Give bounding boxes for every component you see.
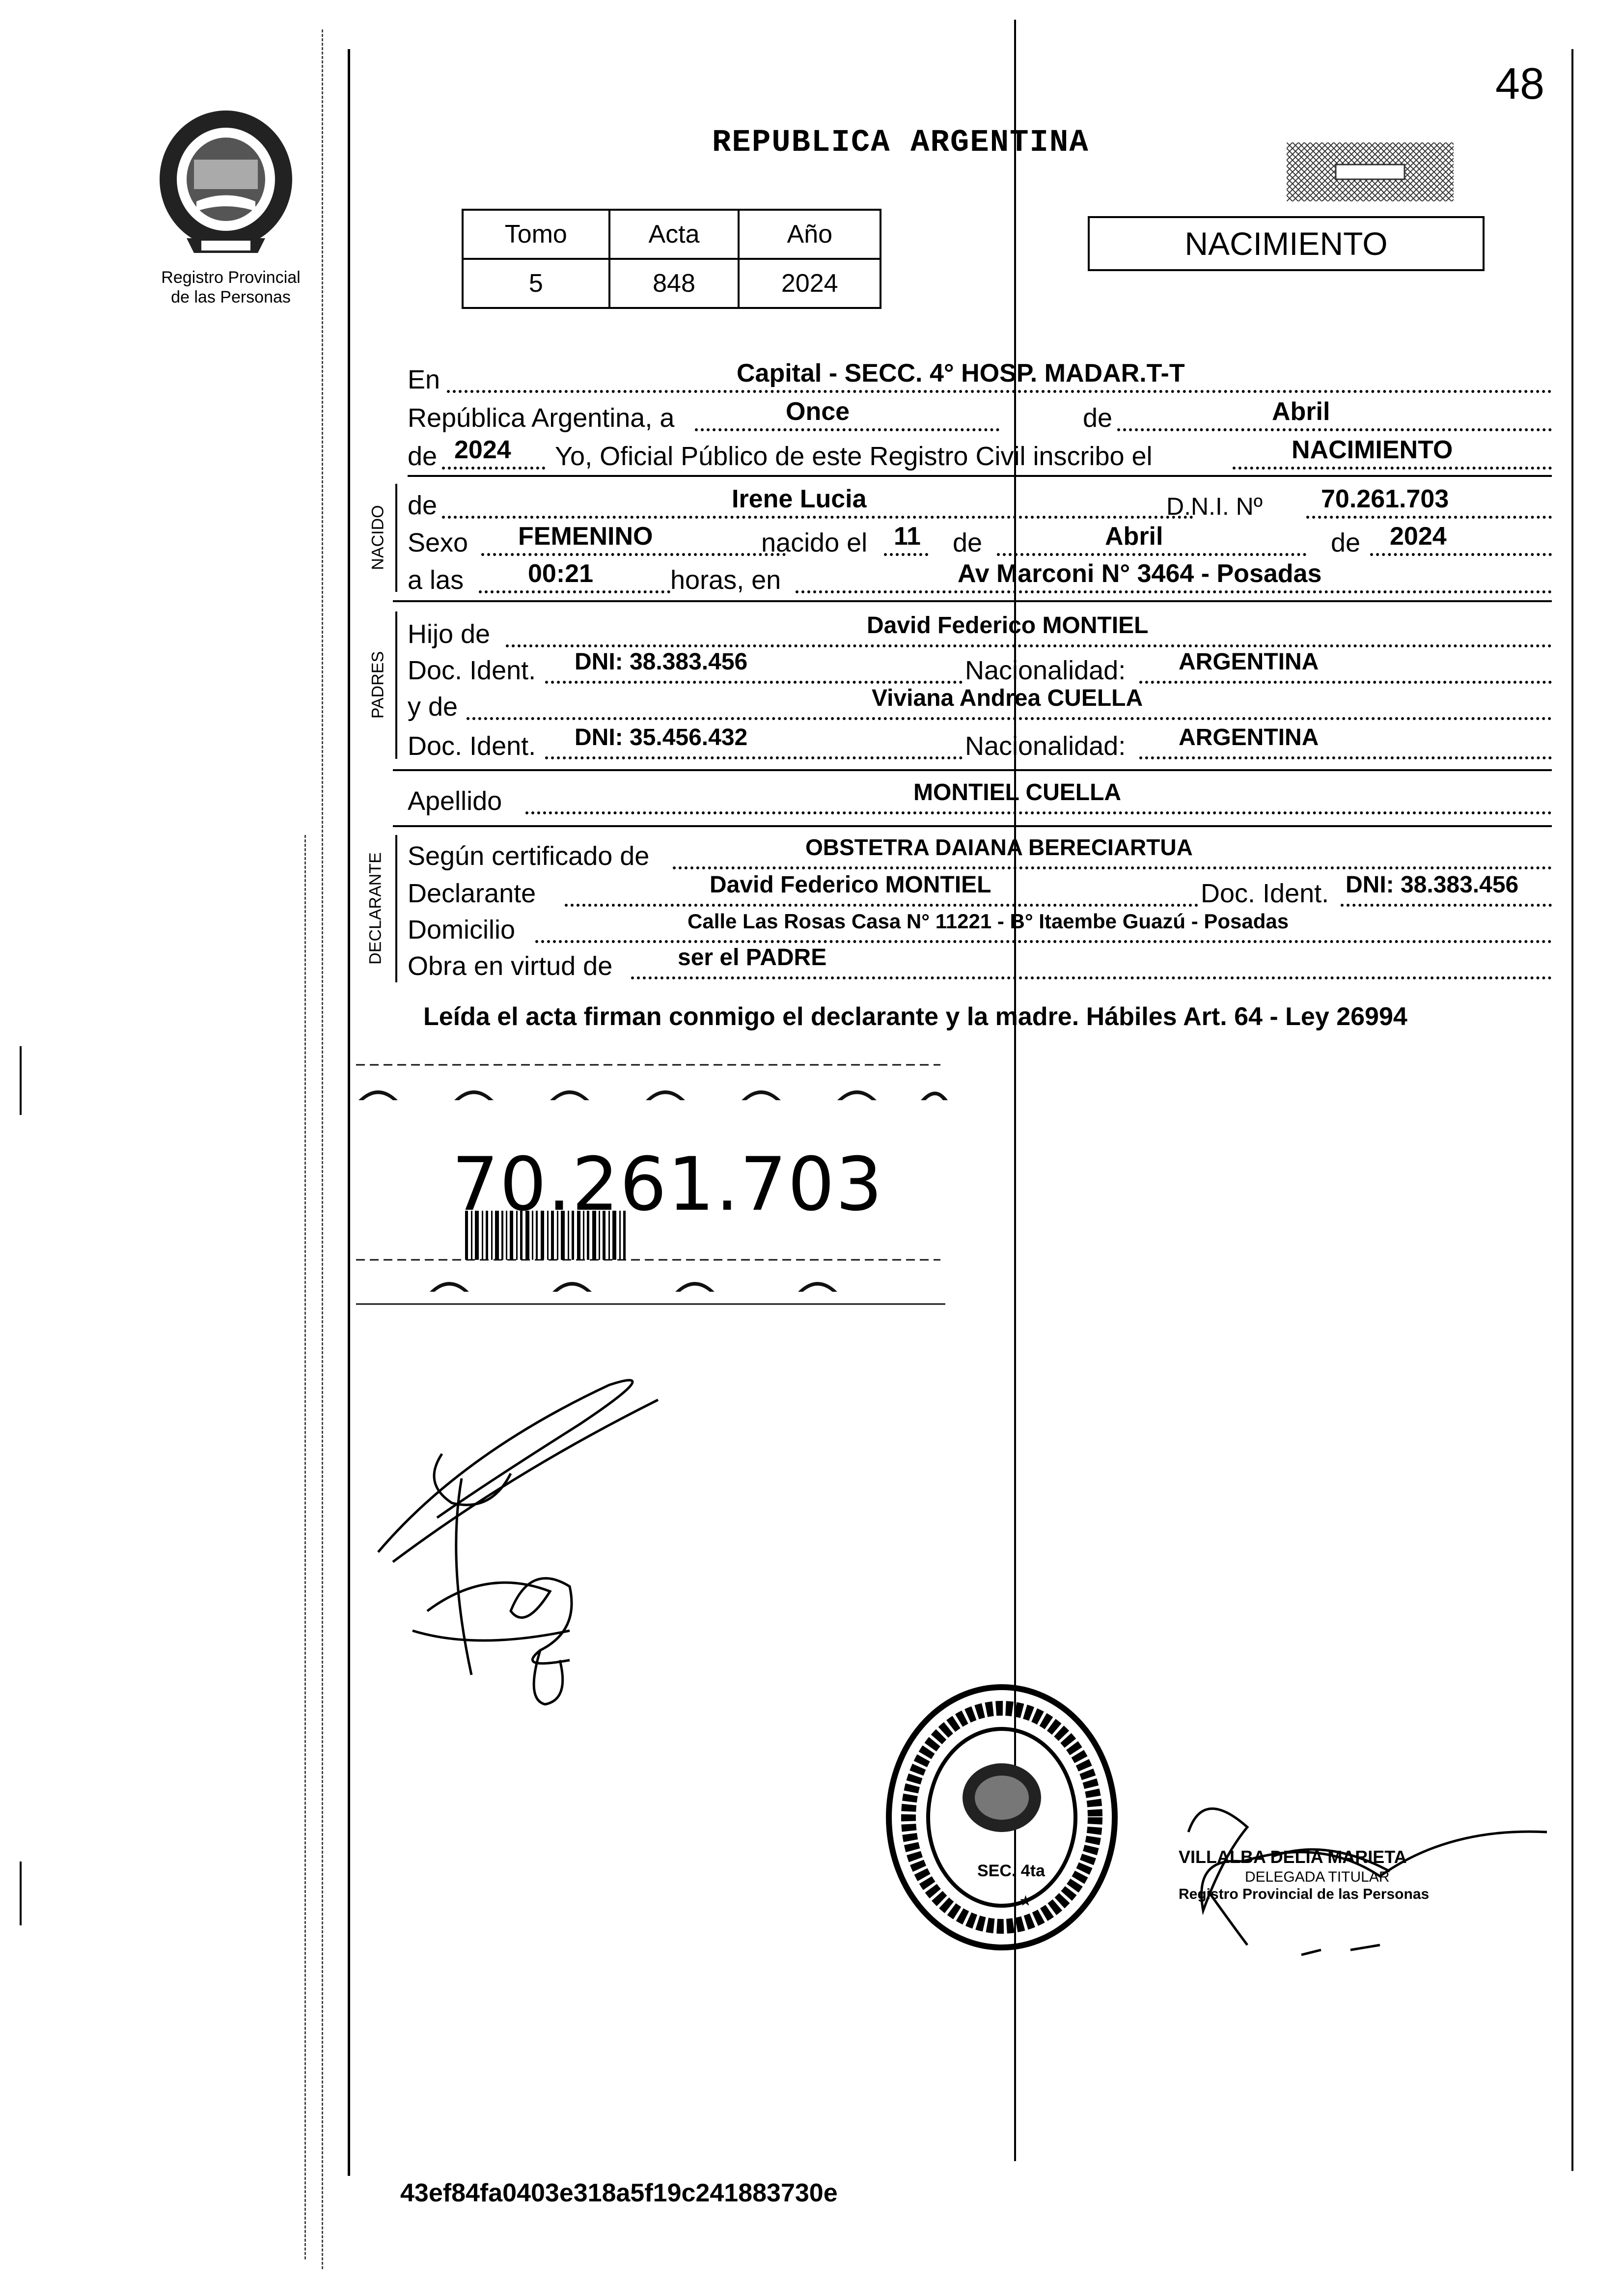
dots xyxy=(447,390,1552,393)
section-declarante: DECLARANTE xyxy=(366,852,385,965)
value-en: Capital - SECC. 4° HOSP. MADAR.T-T xyxy=(737,359,1185,388)
registry-line-2: de las Personas xyxy=(171,288,291,306)
dots xyxy=(796,590,1552,593)
value-dia: Once xyxy=(786,397,850,426)
label-de-nombre: de xyxy=(408,491,438,520)
dots xyxy=(481,553,786,556)
dots xyxy=(695,428,999,431)
value-anio-nac: 2024 xyxy=(1390,522,1447,551)
official-signature xyxy=(1174,1778,1557,1960)
row-fecha xyxy=(408,397,1552,435)
official-org: Registro Provincial de las Personas xyxy=(1179,1886,1430,1902)
official-role: DELEGADA TITULAR xyxy=(1245,1869,1390,1885)
dots xyxy=(565,904,1198,907)
section-padres: PADRES xyxy=(368,651,387,719)
row-certificado xyxy=(408,834,1552,873)
row-apellido xyxy=(408,779,1552,818)
value-mes-nac: Abril xyxy=(1105,522,1163,551)
dots xyxy=(673,866,1552,869)
page-title: REPUBLICA ARGENTINA xyxy=(712,125,1089,161)
province-seal xyxy=(152,106,300,263)
closing-note: Leída el acta firman conmigo el declarante y la madre. Hábiles Art. 64 - Ley 26994 xyxy=(423,1002,1407,1031)
row-madre-doc xyxy=(408,724,1552,763)
dots xyxy=(525,811,1552,814)
section-nacido: NACIDO xyxy=(368,505,387,570)
value-mes: Abril xyxy=(1272,397,1330,426)
value-dni: 70.261.703 xyxy=(1321,485,1449,513)
value-anio: 2024 xyxy=(454,436,511,464)
value-madre-doc: DNI: 35.456.432 xyxy=(575,724,748,750)
label-certificado: Según certificado de xyxy=(408,841,650,871)
doc-type-box: NACIMIENTO xyxy=(1088,216,1485,271)
dots xyxy=(535,940,1552,943)
value-acta: 848 xyxy=(609,259,739,308)
row-inscribo xyxy=(408,436,1552,473)
value-hora: 00:21 xyxy=(528,559,593,588)
dots xyxy=(1341,904,1552,907)
value-apellido: MONTIEL CUELLA xyxy=(913,779,1122,806)
label-de-mes: de xyxy=(953,528,983,557)
label-inscribo: Yo, Oficial Público de este Registro Civil inscribo el xyxy=(555,442,1153,471)
row-padre xyxy=(408,612,1552,651)
record-table xyxy=(462,209,881,309)
dots xyxy=(1370,553,1552,556)
divider xyxy=(393,600,1552,602)
row-sexo xyxy=(408,522,1552,560)
value-declarante: David Federico MONTIEL xyxy=(710,872,991,898)
label-declarante: Declarante xyxy=(408,879,536,908)
label-dni: D.N.I. Nº xyxy=(1166,493,1263,520)
value-certificado: OBSTETRA DAIANA BERECIARTUA xyxy=(805,834,1193,860)
header-anio: Año xyxy=(739,210,881,259)
value-doc-declarante: DNI: 38.383.456 xyxy=(1346,872,1519,898)
label-en: En xyxy=(408,365,440,394)
label-obra: Obra en virtud de xyxy=(408,951,613,981)
divider xyxy=(393,825,1552,827)
section-bracket xyxy=(395,611,397,759)
value-domicilio: Calle Las Rosas Casa N° 11221 - B° Itaembe Guazú - Posadas xyxy=(688,910,1289,933)
label-republica: República Argentina, a xyxy=(408,403,675,433)
document-hash: 43ef84fa0403e318a5f19c241883730e xyxy=(400,2179,838,2207)
label-nac-padre: Nacionalidad: xyxy=(965,656,1126,685)
value-obra: ser el PADRE xyxy=(678,945,827,971)
dots xyxy=(1139,756,1552,759)
row-en xyxy=(408,359,1552,397)
value-madre: Viviana Andrea CUELLA xyxy=(872,685,1143,711)
value-padre-nac: ARGENTINA xyxy=(1179,649,1319,675)
security-stamp xyxy=(1287,142,1454,201)
row-padre-doc xyxy=(408,649,1552,688)
registry-label xyxy=(133,268,329,307)
header-acta: Acta xyxy=(609,210,739,259)
dots xyxy=(506,644,1552,647)
divider xyxy=(408,475,1552,477)
label-doc-declarante: Doc. Ident. xyxy=(1201,879,1329,908)
row-domicilio xyxy=(408,910,1552,947)
section-bracket xyxy=(395,484,397,592)
perforation-line-2 xyxy=(304,835,306,2259)
row-hora xyxy=(408,559,1552,597)
label-nacido: nacido el xyxy=(761,528,868,557)
value-dia-nac: 11 xyxy=(894,522,921,551)
header-tomo: Tomo xyxy=(463,210,609,259)
label-de-anio-nac: de xyxy=(1331,528,1361,557)
record-header-row xyxy=(463,210,881,259)
barcode-sticker xyxy=(356,1061,950,1306)
value-lugar: Av Marconi N° 3464 - Posadas xyxy=(958,559,1322,588)
dots xyxy=(631,976,1552,979)
label-nac-madre: Nacionalidad: xyxy=(965,731,1126,761)
dots xyxy=(1139,681,1552,684)
label-doc-madre: Doc. Ident. xyxy=(408,731,536,761)
label-sexo: Sexo xyxy=(408,528,468,557)
value-tomo: 5 xyxy=(463,259,609,308)
left-margin-line xyxy=(348,49,350,2176)
dots xyxy=(545,756,963,759)
label-doc-padre: Doc. Ident. xyxy=(408,656,536,685)
svg-text:★: ★ xyxy=(1019,1893,1032,1909)
dots xyxy=(1233,467,1552,470)
value-nombre: Irene Lucia xyxy=(732,485,867,513)
record-value-row xyxy=(463,259,881,308)
label-horas: horas, en xyxy=(670,565,781,595)
delegation-seal xyxy=(879,1680,1125,1955)
dots xyxy=(1306,516,1552,519)
value-padre-doc: DNI: 38.383.456 xyxy=(575,649,748,675)
row-declarante xyxy=(408,872,1552,911)
barcode-number: 70.261.703 xyxy=(452,1142,883,1227)
row-madre xyxy=(408,685,1552,724)
page-number: 48 xyxy=(1495,59,1545,109)
dots xyxy=(884,553,928,556)
divider xyxy=(393,769,1552,771)
dots xyxy=(442,516,1193,519)
declarant-signature xyxy=(363,1356,707,1709)
dots xyxy=(545,681,963,684)
row-obra xyxy=(408,945,1552,983)
edge-mark xyxy=(20,1046,22,1115)
row-nombre xyxy=(408,485,1552,523)
label-apellido: Apellido xyxy=(408,786,502,816)
label-de-anio: de xyxy=(408,442,438,471)
value-sexo: FEMENINO xyxy=(518,522,653,551)
svg-text:SEC. 4ta: SEC. 4ta xyxy=(977,1862,1045,1880)
value-inscribo: NACIMIENTO xyxy=(1292,436,1453,464)
value-padre: David Federico MONTIEL xyxy=(867,612,1149,639)
label-de: de xyxy=(1083,403,1113,433)
section-bracket xyxy=(395,835,397,982)
right-margin-line xyxy=(1571,49,1573,2171)
label-alas: a las xyxy=(408,565,464,595)
value-anio: 2024 xyxy=(739,259,881,308)
dots xyxy=(479,590,670,593)
official-name: VILLALBA DELIA MARIETA xyxy=(1179,1847,1407,1867)
label-hijo: Hijo de xyxy=(408,619,491,649)
perforation-line xyxy=(322,29,323,2269)
value-madre-nac: ARGENTINA xyxy=(1179,724,1319,750)
label-domicilio: Domicilio xyxy=(408,915,516,945)
dots xyxy=(1117,428,1552,431)
dots xyxy=(997,553,1306,556)
dots xyxy=(442,467,545,470)
registry-line-1: Registro Provincial xyxy=(161,268,301,287)
edge-mark-2 xyxy=(20,1862,22,1925)
dots xyxy=(467,717,1552,720)
label-yde: y de xyxy=(408,692,458,722)
